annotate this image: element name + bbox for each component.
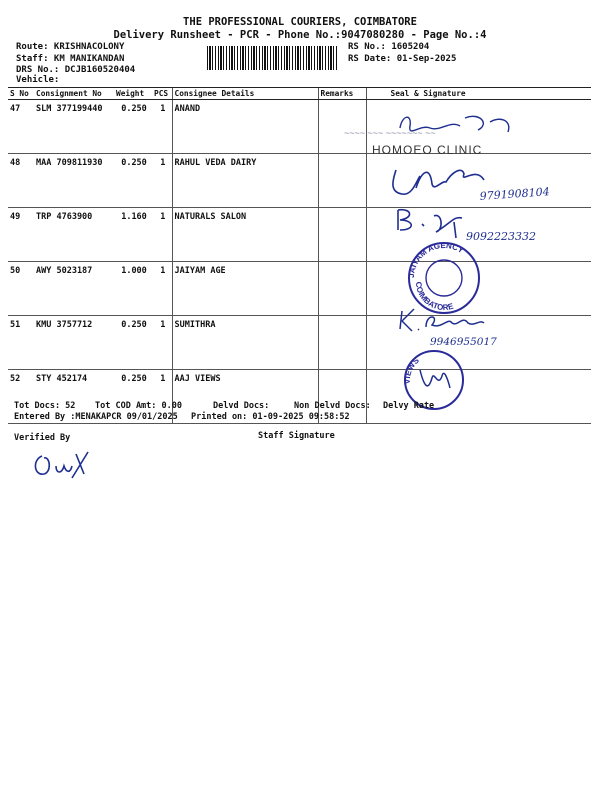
col-pcs: PCS (152, 88, 172, 100)
row-consignee: RAHUL VEDA DAIRY (172, 154, 318, 208)
row-pcs: 1 (152, 208, 172, 262)
row-pcs: 1 (152, 316, 172, 370)
row-sno: 51 (8, 316, 34, 370)
rs-date: RS Date: 01-Sep-2025 (348, 54, 457, 64)
verified-signature (32, 448, 102, 484)
delvd-docs: Delvd Docs: (213, 401, 270, 411)
table-header (8, 88, 591, 100)
entered-by: Entered By :MENAKAPCR 09/01/2025 (14, 412, 178, 422)
row-remarks (318, 154, 366, 208)
drs-number: DRS No.: DCJB160520404 (16, 65, 136, 75)
row-sno: 48 (8, 154, 34, 208)
row-remarks (318, 316, 366, 370)
row51-phone: 9946955017 (430, 336, 497, 348)
row-weight: 0.250 (114, 316, 152, 370)
svg-text:~~~~ ~~~ ~~~~~~~ ~~: ~~~~ ~~~ ~~~~~~~ ~~ (344, 128, 436, 138)
row-weight: 0.250 (114, 370, 152, 424)
row-sno: 52 (8, 370, 34, 424)
row-consignment: STY 452174 (34, 370, 114, 424)
row50-stamp-top: JAIYAM AGENCY (406, 240, 466, 279)
company-title: THE PROFESSIONAL COURIERS, COIMBATORE (183, 16, 417, 28)
col-weight: Weight (114, 88, 152, 100)
tot-docs: Tot Docs: 52 (14, 401, 76, 411)
row-pcs: 1 (152, 262, 172, 316)
row-consignment: SLM 377199440 (34, 100, 114, 154)
row-consignee: JAIYAM AGE (172, 262, 318, 316)
row-pcs: 1 (152, 100, 172, 154)
svg-text:VIEWS (403, 355, 422, 384)
row-consignment: TRP 4763900 (34, 208, 114, 262)
row52-stamp-text: VIEWS (402, 355, 421, 385)
row48-phone: 9791908104 (479, 185, 551, 203)
row-remarks (318, 208, 366, 262)
svg-text:JAIYAM AGENCY (407, 241, 466, 278)
row48-signature (390, 162, 580, 207)
verified-by-label: Verified By (14, 433, 71, 443)
row-consignee: ANAND (172, 100, 318, 154)
row-pcs: 1 (152, 154, 172, 208)
row-sno: 47 (8, 100, 34, 154)
tot-cod-amount: Tot COD Amt: 0.00 (95, 401, 182, 411)
row-remarks (318, 262, 366, 316)
row-pcs: 1 (152, 370, 172, 424)
route-label: Route: KRISHNACOLONY (16, 42, 125, 52)
row-consignee: AAJ VIEWS (172, 370, 318, 424)
printed-on: Printed on: 01-09-2025 09:58:52 (191, 412, 350, 422)
staff-signature-label: Staff Signature (258, 431, 335, 441)
col-consignment: Consignment No (34, 88, 114, 100)
row49-phone: 9092223332 (466, 230, 536, 243)
row50-stamp-bottom: COIMBATORE (413, 281, 455, 313)
col-remarks: Remarks (318, 88, 366, 100)
row51-signature (396, 305, 586, 351)
non-delvd-docs: Non Delvd Docs: (294, 401, 371, 411)
row-sno: 50 (8, 262, 34, 316)
row-weight: 0.250 (114, 154, 152, 208)
runsheet-subtitle: Delivery Runsheet - PCR - Phone No.:9047080280 - Page No.:4 (113, 29, 487, 41)
row-consignee: SUMITHRA (172, 316, 318, 370)
row-weight: 1.000 (114, 262, 152, 316)
col-sno: S No (8, 88, 34, 100)
row-consignment: AWY 5023187 (34, 262, 114, 316)
vehicle-label: Vehicle: (16, 75, 60, 85)
row47-stamp-text: HOMOEO CLINIC (372, 143, 483, 157)
row-consignment: MAA 709811930 (34, 154, 114, 208)
row47-signature (340, 110, 540, 158)
row-weight: 0.250 (114, 100, 152, 154)
row-consignment: KMU 3757712 (34, 316, 114, 370)
row-consignee: NATURALS SALON (172, 208, 318, 262)
col-consignee: Consignee Details (172, 88, 318, 100)
rs-number: RS No.: 1605204 (348, 42, 430, 52)
col-seal: Seal & Signature (366, 88, 591, 100)
barcode (207, 46, 337, 70)
row-sno: 49 (8, 208, 34, 262)
staff-label: Staff: KM MANIKANDAN (16, 54, 125, 64)
row-weight: 1.160 (114, 208, 152, 262)
delivery-rate: Delvy Rate (383, 401, 435, 411)
